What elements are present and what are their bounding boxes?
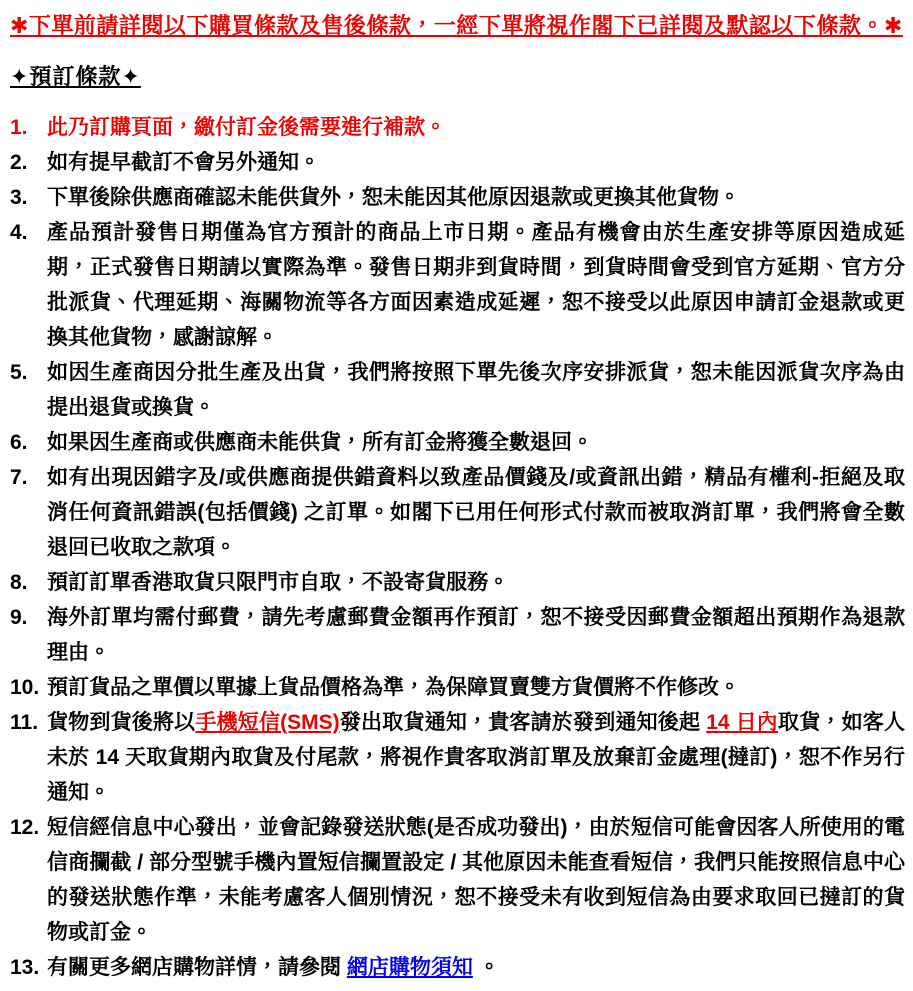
section-heading-preorder-terms: ✦預訂條款✦ [10,64,141,89]
term-item-12 [10,810,905,950]
term-text: 下單後除供應商確認未能供貨外，恕未能因其他原因退款或更換其他貨物。 [47,186,740,209]
term-item-11 [10,705,905,810]
term-number: 1. [10,116,28,139]
sms-notice-emphasis: 手機短信(SMS) [195,711,340,734]
term-item-13 [10,950,905,985]
term-segment: 。 [472,956,500,979]
term-text: 短信經信息中心發出，並會記錄發送狀態(是否成功發出)，由於短信可能會因客人所使用的電信商攔截 / 部分型號手機內置短信攔置設定 / 其他原因未能查看短信，我們只能按照信息中心的發送狀態作準，未能考慮客人個別情況，恕不接受未有收到短信為由要求取回已撻訂的貨物或訂金。 [47,816,905,944]
term-number: 5. [10,361,28,384]
term-number: 11. [10,711,39,734]
terms-list [10,110,905,985]
term-text: 如有出現因錯字及/或供應商提供錯資料以致產品價錢及/或資訊出錯，精品有權利-拒絕及取消任何資訊錯誤(包括價錢) 之訂單。如閣下已用任何形式付款而被取消訂單，我們將會全數退回已收取之款項。 [47,466,905,559]
term-text: 如因生產商因分批生產及出貨，我們將按照下單先後次序安排派貨，恕未能因派貨次序為由提出退貨或換貨。 [47,361,905,419]
term-item-1 [10,110,905,145]
term-segment: 貨物到貨後將以 [47,711,196,734]
term-text: 預訂貨品之單價以單據上貨品價格為準，為保障買賣雙方貨價將不作修改。 [47,676,740,699]
term-item-10 [10,670,905,705]
term-text: 預訂訂單香港取貨只限門市自取，不設寄貨服務。 [47,571,509,594]
term-item-5 [10,355,905,425]
term-number: 10. [10,676,40,699]
term-text: 如果因生產商或供應商未能供貨，所有訂金將獲全數退回。 [47,431,593,454]
term-text [47,705,905,810]
term-item-8 [10,565,905,600]
term-text: 產品預計發售日期僅為官方預計的商品上市日期。產品有機會由於生產安排等原因造成延期，正式發售日期請以實際為準。發售日期非到貨時間，到貨時間會受到官方延期、官方分批派貨、代理延期、海關物流等各方面因素造成延遲，恕不接受以此原因申請訂金退款或更換其他貨物，感謝諒解。 [47,221,905,349]
term-item-3 [10,180,905,215]
term-item-9 [10,600,905,670]
term-item-6 [10,425,905,460]
term-number: 6. [10,431,28,454]
term-number: 8. [10,571,28,594]
term-segment: 有關更多網店購物詳情，請參閱 [47,956,347,979]
term-number: 4. [10,221,28,244]
term-number: 3. [10,186,28,209]
page-title: ✱下單前請詳閱以下購買條款及售後條款，一經下單將視作閣下已詳閱及默認以下條款。✱ [10,13,903,38]
term-segment: 發出取貨通知，貴客請於發到通知後起 [339,711,707,734]
shop-guide-link[interactable]: 網店購物須知 [346,956,473,979]
term-item-4 [10,215,905,355]
term-text: 如有提早截訂不會另外通知。 [47,151,320,174]
pickup-deadline-emphasis: 14 日內 [706,711,778,734]
term-segment: 取貨，如客人未於 14 天取貨期內取貨及付尾款，將視作貴客取消訂單及放棄訂金處理(撻訂)，恕不作另行通知。 [47,711,905,804]
term-number: 2. [10,151,28,174]
term-number: 7. [10,466,28,489]
term-text: 海外訂單均需付郵費，請先考慮郵費金額再作預訂，恕不接受因郵費金額超出預期作為退款理由。 [47,606,905,664]
term-number: 13. [10,956,40,979]
term-text: 此乃訂購頁面，繳付訂金後需要進行補款。 [47,116,446,139]
term-text [47,950,905,985]
term-number: 12. [10,816,40,839]
term-item-2 [10,145,905,180]
term-number: 9. [10,606,28,629]
term-item-7 [10,460,905,565]
